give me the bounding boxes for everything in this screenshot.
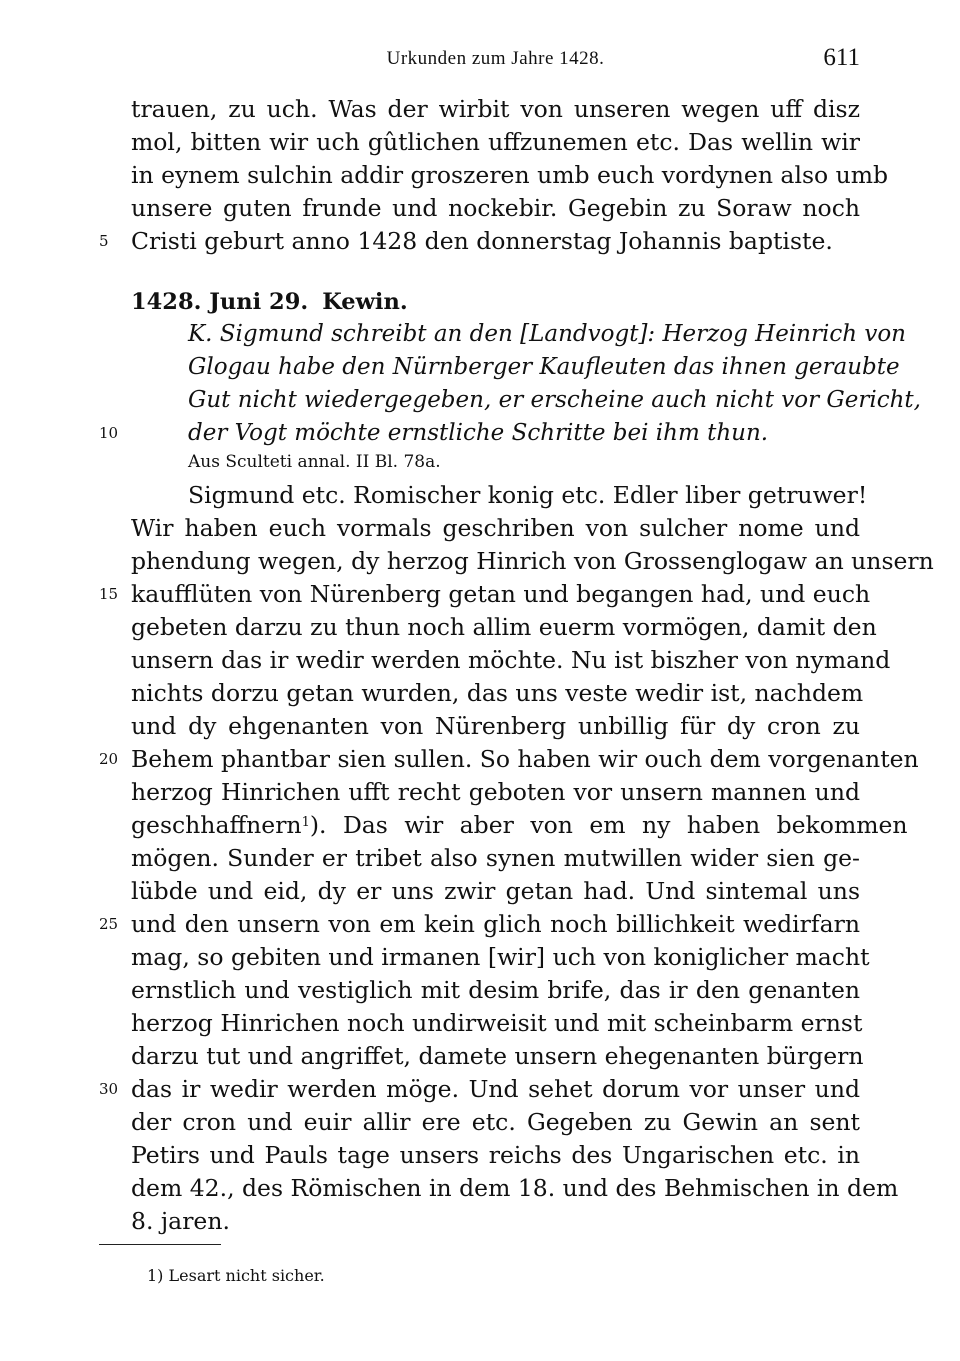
footnote-marker: 1) bbox=[147, 1266, 164, 1285]
text-line: trauen, zu uch. Was der wirbit von unseren wegen uff disz bbox=[131, 95, 860, 123]
text-line: ernstlich und vestiglich mit desim brife, das ir den genanten bbox=[131, 976, 860, 1004]
text-line: dem 42., des Römischen in dem 18. und des Behmischen in dem bbox=[131, 1174, 899, 1202]
text-line: in eynem sulchin addir groszeren umb euch vordynen also umb bbox=[131, 161, 889, 189]
footnote bbox=[147, 1263, 325, 1289]
text-line: lübde und eid, dy er uns zwir getan had. Und sintemal uns bbox=[131, 877, 860, 905]
running-title: Urkunden zum Jahre 1428. bbox=[386, 48, 605, 69]
text-line: kaufflüten von Nürenberg getan und begangen had, und euch bbox=[131, 580, 871, 608]
text-line: das ir wedir werden möge. Und sehet dorum vor unser und bbox=[131, 1075, 860, 1103]
text-line: Petirs und Pauls tage unsers reichs des Ungarischen etc. in bbox=[131, 1141, 860, 1169]
text-line-with-footnote bbox=[131, 809, 908, 842]
regest-line: K. Sigmund schreibt an den [Landvogt]: Herzog Heinrich von bbox=[188, 321, 906, 347]
line-number: 20 bbox=[99, 750, 119, 768]
footnote-text: Lesart nicht sicher. bbox=[168, 1266, 325, 1285]
text-line: phendung wegen, dy herzog Hinrich von Grossenglogaw an unsern bbox=[131, 547, 934, 575]
footnote-rule bbox=[99, 1244, 221, 1245]
document-date: 1428. Juni 29. bbox=[131, 289, 309, 315]
text-line: herzog Hinrichen ufft recht geboten vor unsern mannen und bbox=[131, 778, 860, 806]
text-line: mol, bitten wir uch gûtlichen uffzunemen etc. Das wellin wir bbox=[131, 128, 860, 156]
text-line: darzu tut und angriffet, damete unsern ehegenanten bürgern bbox=[131, 1042, 864, 1070]
line-number: 5 bbox=[99, 232, 109, 250]
text-line: 8. jaren. bbox=[131, 1207, 230, 1235]
page-header bbox=[131, 44, 860, 76]
text-line: Sigmund etc. Romischer konig etc. Edler liber getruwer! bbox=[188, 481, 868, 509]
text-line: Behem phantbar sien sullen. So haben wir ouch dem vorgenanten bbox=[131, 745, 919, 773]
document-heading bbox=[131, 285, 422, 319]
text-line: Cristi geburt anno 1428 den donnerstag Johannis baptiste. bbox=[131, 227, 833, 255]
text-line: mögen. Sunder er tribet also synen mutwillen wider sien ge- bbox=[131, 844, 860, 872]
text-segment: ). Das wir aber von em ny haben bekommen bbox=[309, 811, 908, 839]
line-number: 15 bbox=[99, 585, 119, 603]
line-number: 10 bbox=[99, 424, 119, 442]
line-number: 25 bbox=[99, 915, 119, 933]
text-line: unsere guten frunde und nockebir. Gegebin zu Soraw noch bbox=[131, 194, 860, 222]
footnote-reference: 1 bbox=[301, 815, 310, 830]
page-number: 611 bbox=[823, 44, 860, 71]
text-line: und den unsern von em kein glich noch billichkeit wedirfarn bbox=[131, 910, 860, 938]
text-line: Wir haben euch vormals geschriben von sulcher nome und bbox=[131, 514, 860, 542]
text-line: der cron und euir allir ere etc. Gegeben zu Gewin an sent bbox=[131, 1108, 860, 1136]
text-line: mag, so gebiten und irmanen [wir] uch von koniglicher macht bbox=[131, 943, 870, 971]
text-line: unsern das ir wedir werden möchte. Nu ist biszher von nymand bbox=[131, 646, 891, 674]
text-line: herzog Hinrichen noch undirweisit und mit scheinbarm ernst bbox=[131, 1009, 863, 1037]
regest-line: Gut nicht wiedergegeben, er erscheine auch nicht vor Gericht, bbox=[188, 387, 921, 413]
text-line: nichts dorzu getan wurden, das uns veste wedir ist, nachdem bbox=[131, 679, 864, 707]
source-note: Aus Sculteti annal. II Bl. 78a. bbox=[188, 452, 441, 472]
document-place: Kewin. bbox=[322, 289, 408, 315]
text-line: und dy ehgenanten von Nürenberg unbillig für dy cron zu bbox=[131, 712, 860, 740]
line-number: 30 bbox=[99, 1080, 119, 1098]
regest-line: Glogau habe den Nürnberger Kaufleuten das ihnen geraubte bbox=[188, 354, 900, 380]
text-segment: geschhaffnern bbox=[131, 811, 302, 839]
regest-line: der Vogt möchte ernstliche Schritte bei ihm thun. bbox=[188, 420, 769, 446]
text-line: gebeten darzu zu thun noch allim euerm vormögen, damit den bbox=[131, 613, 877, 641]
